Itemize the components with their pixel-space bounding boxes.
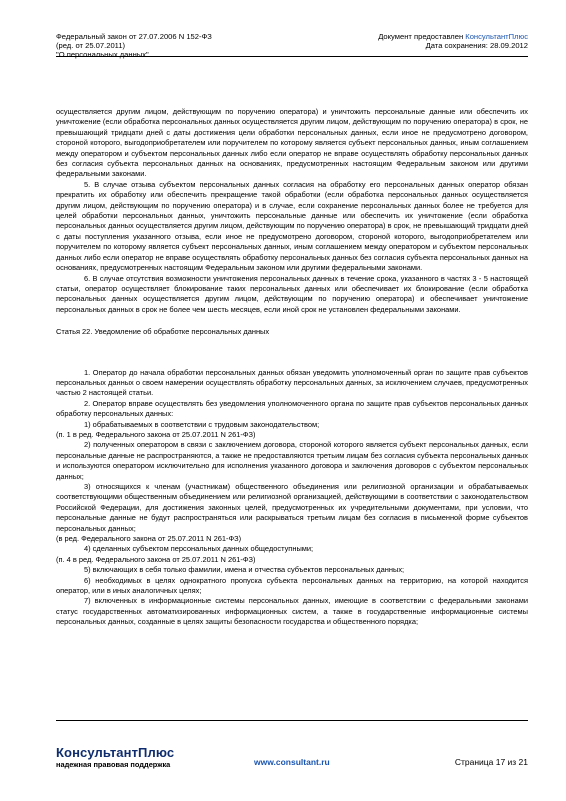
list-item: 3) относящихся к членам (участникам) общественного объединения или религиозной организации и обрабатываемых соответствующими общественным объединением или религиозной организацией, действующими в соответствии с законодательством Российской Федерации, для достижения законных целей, предусмотренных их учредительными документами, при условии, что персональные данные не будут распространяться или раскрываться третьим лицам без согласия в письменной форме субъектов персональных данных; (56, 482, 528, 533)
paragraph: 2. Оператор вправе осуществлять без уведомления уполномоченного органа по защите прав субъектов персональных данных обработку персональных данных: (56, 398, 528, 419)
law-edition-line: (ред. от 25.07.2011) (56, 41, 126, 50)
document-header-left (56, 32, 212, 59)
website-link[interactable]: www.consultant.ru (254, 757, 330, 767)
amendment-note: (в ред. Федерального закона от 25.07.2011 N 261-ФЗ) (56, 534, 242, 544)
list-item: 6) необходимых в целях однократного пропуска субъекта персональных данных на территорию, на которой находится оператор, или в иных аналогичных целях; (56, 575, 528, 596)
provided-by-label: Документ предоставлен (378, 32, 466, 41)
consultant-logo (56, 746, 174, 770)
amendment-note: (п. 1 в ред. Федерального закона от 25.07.2011 N 261-ФЗ) (56, 429, 256, 439)
footer-divider (56, 720, 528, 721)
document-body (56, 107, 528, 628)
logo-tagline: надежная правовая поддержка (56, 760, 171, 769)
provider-brand-link[interactable]: КонсультантПлюс (465, 32, 528, 41)
paragraph: 1. Оператор до начала обработки персональных данных обязан уведомить уполномоченный орган по защите прав субъектов персональных данных о своем намерении осуществлять обработку персональных данных, за исключением случаев, предусмотренных частью 2 настоящей статьи. (56, 367, 528, 398)
save-date: Дата сохранения: 28.09.2012 (425, 41, 528, 50)
paragraph: 6. В случае отсутствия возможности уничтожения персональных данных в течение срока, указанного в частях 3 - 5 настоящей статьи, оператор осуществляет блокирование таких персональных данных или обеспечивает их блокирование (если обработка персональных данных осуществляется другим лицом, действующим по поручению оператора) и обеспечивает уничтожение персональных данных в срок не более чем шесть месяцев, если иной срок не установлен федеральными законами. (56, 273, 528, 314)
logo-name: КонсультантПлюс (56, 745, 175, 760)
list-item: 7) включенных в информационные системы персональных данных, имеющие в соответствии с федеральными законами статус государственных автоматизированных информационных систем, а также в государственные информационные системы персональных данных, созданные в целях защиты безопасности государства и общественного порядка; (56, 596, 528, 627)
list-item: 2) полученных оператором в связи с заключением договора, стороной которого является субъект персональных данных, если персональные данные не распространяются, а также не предоставляются третьим лицам без согласия субъекта персональных данных и используются оператором исключительно для исполнения указанного договора и заключения договоров с субъектом персональных данных; (56, 440, 528, 481)
header-divider (56, 56, 528, 57)
list-item: 5) включающих в себя только фамилии, имена и отчества субъектов персональных данных; (84, 565, 405, 575)
amendment-note: (п. 4 в ред. Федерального закона от 25.07.2011 N 261-ФЗ) (56, 554, 256, 564)
paragraph: 5. В случае отзыва субъектом персональных данных согласия на обработку его персональных данных оператор обязан прекратить их обработку или обеспечить прекращение такой обработки (если обработка персональных данных осуществляется другим лицом, действующим по поручению оператора) и в случае, если сохранение персональных данных более не требуется для целей обработки персональных данных, уничтожить персональные данные или обеспечить их уничтожение (если обработка персональных данных осуществляется другим лицом, действующим по поручению оператора) в срок, не превышающий тридцати дней с даты поступления указанного отзыва, если иное не предусмотрено договором, стороной которого, выгодоприобретателем или поручителем по которому является субъект персональных данных, иным соглашением между оператором и субъектом персональных данных либо если оператор не вправе осуществлять обработку персональных данных без согласия субъекта персональных данных на основаниях, предусмотренных настоящим Федеральным законом или другими федеральными законами. (56, 179, 528, 273)
list-item: 4) сделанных субъектом персональных данных общедоступными; (84, 544, 314, 554)
law-title-line: Федеральный закон от 27.07.2006 N 152-ФЗ (56, 32, 212, 41)
spacer (56, 315, 528, 327)
document-header-right (378, 32, 528, 50)
list-item: 1) обрабатываемых в соответствии с трудовым законодательством; (84, 419, 320, 429)
law-name-line: "О персональных данных" (56, 50, 149, 59)
page-number: Страница 17 из 21 (454, 757, 528, 767)
provided-by-line (378, 32, 528, 41)
article-heading: Статья 22. Уведомление об обработке персональных данных (56, 327, 270, 337)
spacer (56, 338, 528, 368)
paragraph: осуществляется другим лицом, действующим по поручению оператора) и уничтожить персональные данные или обеспечить их уничтожение (если обработка персональных данных осуществляется другим лицом, действующим по поручению оператора) в срок, не превышающий тридцати дней с даты достижения цели обработки персональных данных, если иное не предусмотрено договором, стороной которого, выгодоприобретателем или поручителем по которому является субъект персональных данных, иным соглашением между оператором и субъектом персональных данных либо если оператор не вправе осуществлять обработку персональных данных без согласия субъекта персональных данных на основаниях, предусмотренных настоящим Федеральным законом или другими федеральными законами. (56, 107, 528, 179)
